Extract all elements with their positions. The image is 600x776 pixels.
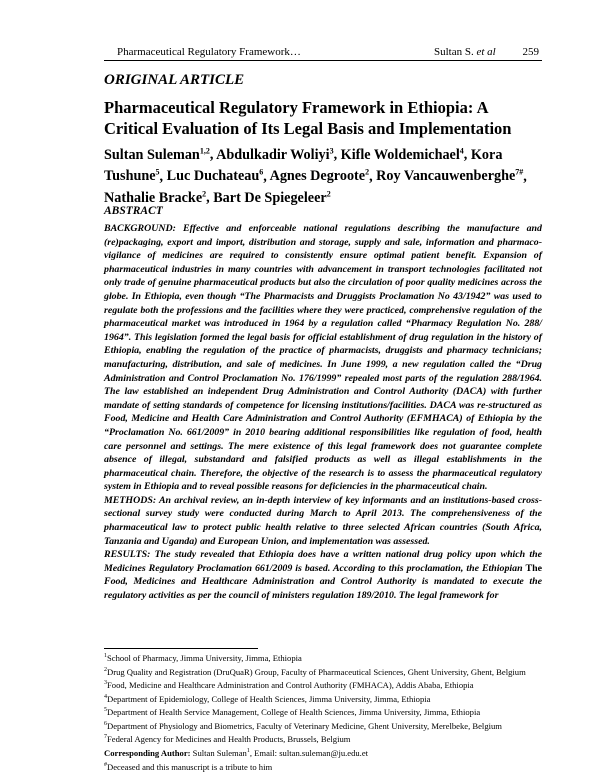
abstract-background: BACKGROUND: Effective and enforceable national regulations describing the manufacture and (re)packaging, export and import, distribution and storage, supply and sale, information and pharmaco-vigilance of medicines are required to consistently ensure optimal patient benefit. Expansion of pharmaceutical industries in many countries with advancement in transport technologies facilitated not only trade of genuine pharmaceutical products but also the circulation of poor quality medicines across the globe. In Ethiopia, even though “The Pharmacists and Druggists Proclamation No 43/1942” was used to regulate both the professions and the facilities where they were practiced, comprehensive regulation of the pharmaceutical market was introduced in 1964 by a regulation called “Pharmacy Regulation No. 288/ 1964”. This legislation formed the legal basis for official establishment of drug regulation in the history of Ethiopia, enabling the regulation of the practice of pharmacists, druggists and pharmacy technicians; manufacturing, distribution, and sale of medicines. In June 1999, a new regulation called the “Drug Administration and Control Proclamation No. 176/1999” repealed most parts of the regulation 288/1964. The law established an independent Drug Administration and Control Authority (DACA) with further mandate of setting standards of competence for licensing institutions/facilities. DACA was re-structured as Food, Medicine and Health Care Administration and Control Authority (EFMHACA) of Ethiopia by the “Proclamation No. 661/2009” in 2010 bearing additional responsibilities like regulation of food, health care personnel and settings. The mere existence of this legal framework does not guarantee complete absence of illegal, substandard and falsified products as well as illegal establishments in the pharmaceutical chain. Therefore, the objective of the research is to assess the pharmaceutical regulatory system in Ethiopia and to reveal possible reasons for deficiencies in the pharmaceutical chain. <box>104 223 542 493</box>
author <box>270 168 369 184</box>
abstract-results-start: RESULTS: The study revealed that Ethiopia does have a written national drug policy upon which the Medicines Regulatory Proclamation 661/2009 is based. According to this proclamation, the Ethiopian <box>104 549 542 574</box>
author <box>341 147 464 163</box>
author-affiliation: 2 <box>365 167 370 177</box>
page-number: 259 <box>522 46 539 58</box>
abstract-body <box>104 222 542 603</box>
author <box>104 147 210 163</box>
author-affiliation: 6 <box>259 167 264 177</box>
footnote-text: School of Pharmacy, Jimma University, Jimma, Ethiopia <box>107 652 302 663</box>
author <box>213 190 330 206</box>
footnote <box>104 719 542 733</box>
author-name: Nathalie Bracke <box>104 190 203 207</box>
footnote <box>104 665 542 679</box>
running-title: Pharmaceutical Regulatory Framework… <box>117 46 301 58</box>
author-name: Abdulkadir Woliyi <box>216 146 330 163</box>
abstract-heading: ABSTRACT <box>104 205 163 217</box>
running-author <box>434 46 496 58</box>
abstract-methods: METHODS: An archival review, an in-depth interview of key informants and an institutions-based cross-sectional survey study were conducted during March to April 2013. The comprehensiveness of the pharmaceutical law to protect public health relative to three selected African countries (South Africa, Tanzania and Uganda) and European Union, and implementation was assessed. <box>104 494 542 547</box>
footnote <box>104 705 542 719</box>
author <box>376 168 523 184</box>
abstract-results-end: Food, Medicines and Healthcare Administration and Control Authority is mandated to execute the regulatory activities as per the council of ministers regulation 189/2010. The legal framework for <box>104 576 542 602</box>
footnote-text: Department of Epidemiology, College of Health Sciences, Jimma University, Jimma, Ethiopia <box>107 693 431 704</box>
author <box>167 168 264 184</box>
author-name: Kifle Woldemichael <box>340 146 460 163</box>
footnote-text: Federal Agency for Medicines and Health Products, Brussels, Belgium <box>107 734 351 745</box>
author-affiliation: 7# <box>515 167 524 177</box>
author-name: Luc Duchateau <box>166 168 260 185</box>
author-affiliation: 4 <box>459 146 464 155</box>
corresponding-label: Corresponding Author: <box>104 747 191 758</box>
corresponding-name: Sultan Suleman <box>192 747 247 758</box>
footnote-text: Drug Quality and Registration (DruQuaR) Group, Faculty of Pharmaceutical Sciences, Ghent University, Ghent, Belgium <box>107 666 526 677</box>
author-affiliation: 5 <box>155 167 160 177</box>
footnote-mark: 4 <box>104 693 107 700</box>
footnote-mark: 6 <box>104 720 107 727</box>
footnote-text: Food, Medicine and Healthcare Administration and Control Authority (FMHACA), Addis Ababa, Ethiopia <box>107 679 474 690</box>
footnote <box>104 692 542 706</box>
deceased-text: Deceased and this manuscript is a tribute to him <box>107 761 273 772</box>
article-type: ORIGINAL ARTICLE <box>104 72 245 88</box>
author-name: Kora Tushune <box>104 146 503 185</box>
footnote-mark: 5 <box>104 707 107 714</box>
author-affiliation: 3 <box>329 146 334 155</box>
author-affiliation: 2 <box>326 189 331 199</box>
running-header <box>104 44 542 61</box>
author-name: Agnes Degroote <box>269 168 366 185</box>
abstract-results-the: The <box>525 562 543 574</box>
author-name: Roy Vancauwenberghe <box>376 168 516 185</box>
author-name: Bart De Spiegeleer <box>213 190 327 207</box>
author <box>216 147 333 163</box>
footnote-text: Department of Physiology and Biometrics, Faculty of Veterinary Medicine, Ghent University, Merelbeke, Belgium <box>107 720 502 731</box>
author-list: Sultan Suleman$^{1,2}$, Abdulkadir Woliyi$^3$, Kifle Woldemichael$^4$, Kora Tushune$^5$, Luc Duchateau$^6$, Agnes Degroote$^2$, Roy Vancauwenberghe$^{7\#}$, Nathalie Bracke$^2$, Bart De Spiegeleer$^2$ <box>104 146 527 207</box>
footnotes <box>104 651 542 773</box>
corresponding-mark: 1 <box>246 747 250 754</box>
footnote-mark: 3 <box>104 680 107 687</box>
author-name: Sultan Suleman <box>104 146 200 163</box>
author-affiliation: 1,2 <box>199 146 210 155</box>
author <box>104 190 206 206</box>
corresponding-email: , Email: sultan.suleman@ju.edu.et <box>249 747 369 758</box>
footnote <box>104 732 542 746</box>
footnote-text: Department of Health Service Management, College of Health Sciences, Jimma University, Jimma, Ethiopia <box>107 707 481 718</box>
article-title: Pharmaceutical Regulatory Framework in Ethiopia: A Critical Evaluation of Its Legal Basis and Implementation <box>104 98 512 138</box>
abstract-results <box>104 548 542 602</box>
deceased-mark: # <box>104 761 107 768</box>
footnote-divider <box>104 648 258 649</box>
footnote <box>104 651 542 665</box>
footnote-mark: 7 <box>104 734 107 741</box>
running-author-prefix: Sultan S. <box>434 46 474 58</box>
corresponding-author <box>104 746 542 760</box>
footnote-mark: 1 <box>104 653 107 659</box>
footnote-mark: 2 <box>104 666 107 673</box>
deceased-note <box>104 760 542 774</box>
footnote <box>104 678 542 692</box>
author-affiliation: 2 <box>202 189 207 199</box>
running-author-etal: et al <box>476 46 496 58</box>
